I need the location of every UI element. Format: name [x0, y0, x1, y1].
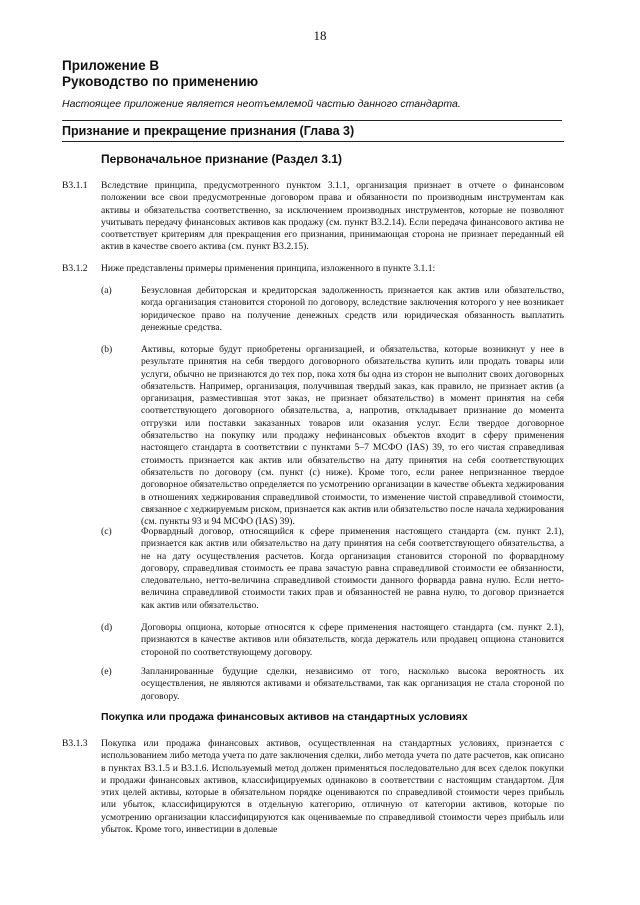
list-item-label: (е) [101, 666, 112, 677]
list-item-text: Договоры опциона, которые относятся к сфере применения настоящего стандарта (см. пункт 2.1), признаются в качестве активов или обязательств, когда держатель или продавец опциона становится стороной по соответствующему договору. [141, 622, 564, 658]
section-title: Признание и прекращение признания (Глава 3) [62, 124, 355, 138]
list-item-text: Безусловная дебиторская и кредиторская задолженность признается как актив или обязательство, когда организация становится стороной по договору, вследствие заключения которого у нее возникает юридическое право на получение денежных средств или юридическая обязанность выплатить денежные средства. [141, 285, 564, 333]
paragraph-number: В3.1.2 [62, 263, 88, 274]
subsection-title-initial-recognition: Первоначальное признание (Раздел 3.1) [101, 152, 343, 166]
list-item-text: Активы, которые будут приобретены организацией, и обязательства, которые возникнут у нее в результате принятия на себя твердого договорного обязательства купить или продать товары или услуги, обычно не признаются до тех пор, пока хотя бы одна из сторон не выполнит своих договорных обязательств. Например, организация, получившая твердый заказ, как правило, не признает актив (а организация, разместившая этот заказ, не признает обязательство) в момент принятия на себя соответствующего договорного обязательства, а, напротив, откладывает признание до момента отгрузки или поставки заказанных товаров или оказания услуг. Если твердое договорное обязательство на покупку или продажу нефинансовых объектов входит в сферу применения настоящего стандарта в соответствии с пунктами 5–7 МСФО (IAS) 39, то его чистая справедливая стоимость признается как актив или обязательство на дату принятия на себя соответствующих обязательств по договору (см. пункт (с) ниже). Кроме того, если ранее непризнанное твердое договорное обязательство определяется по усмотрению организации в качестве объекта хеджирования в отношениях хеджирования справедливой стоимости, то изменение чистой справедливой стоимости, связанное с хеджируемым риском, признается как актив или обязательство после начала хеджирования (см. пункты 93 и 94 МСФО (IAS) 39). [141, 344, 564, 528]
appendix-note: Настоящее приложение является неотъемлемой частью данного стандарта. [62, 98, 461, 110]
page-number: 18 [313, 28, 327, 43]
list-item-label: (b) [101, 344, 113, 355]
appendix-subtitle: Руководство по применению [62, 74, 259, 89]
list-item-text: Форвардный договор, относящийся к сфере применения настоящего стандарта (см. пункт 2.1), признается как актив или обязательство на дату принятия на себя соответствующего обязательства, а не на дату осуществления расчетов. Когда организация становится стороной по форвардному договору, справедливая стоимость ее права зачастую равна справедливой стоимости ее обязанности, следовательно, нетто-величина справедливой стоимости данного форварда равна нулю. Если нетто-величина справедливой стоимости таких прав и обязанностей не равна нулю, то договор признается как актив или обязательство. [141, 526, 564, 611]
paragraph-number: В3.1.1 [62, 180, 88, 191]
subsection-title-regular-way: Покупка или продажа финансовых активов на стандартных условиях [101, 711, 468, 723]
divider-top [62, 120, 562, 121]
appendix-heading [62, 58, 258, 90]
paragraph-intro: Ниже представлены примеры применения принципа, изложенного в пункте 3.1.1: [101, 263, 436, 274]
paragraph-text: Покупка или продажа финансовых активов, осуществленная на стандартных условиях, признается с использованием либо метода учета по дате заключения сделки, либо метода учета по дате расчетов, как описано в пунктах В3.1.5 и В3.1.6. Используемый метод должен применяться последовательно для всех сделок покупки и продажи финансовых активов, классифицируемых одинаково в соответствии с настоящим стандартом. Для этих целей активы, которые в обязательном порядке оцениваются по справедливой стоимости через прибыль или убыток, классифицируются в отдельную категорию, отличную от категории активов, которые по усмотрению организации классифицируются как оцениваемые по справедливой стоимости через прибыль или убыток. Кроме того, инвестиции в долевые [101, 738, 564, 836]
list-item-label: (d) [101, 622, 113, 633]
list-item-label: (а) [101, 285, 112, 296]
list-item-label: (с) [101, 526, 112, 537]
divider-section [62, 141, 564, 142]
paragraph-text: Вследствие принципа, предусмотренного пунктом 3.1.1, организация признает в отчете о финансовом положении все свои предусмотренные договором права и обязанности по производным инструментам как активы и обязательства соответственно, за исключением производных инструментов, которые не позволяют учитывать передачу финансовых активов как продажу (см. пункт В3.2.14). Если передача финансового актива не соответствует критериям для прекращения его признания, принимающая сторона не признает переданный ей актив в качестве своего актива (см. пункт В3.2.15). [101, 180, 564, 253]
appendix-title: Приложение В [62, 58, 160, 73]
paragraph-number: В3.1.3 [62, 738, 88, 749]
list-item-text: Запланированные будущие сделки, независимо от того, насколько высока вероятность их осуществления, не являются активами и обязательствами, так как организация не стала стороной по договору. [141, 666, 564, 702]
